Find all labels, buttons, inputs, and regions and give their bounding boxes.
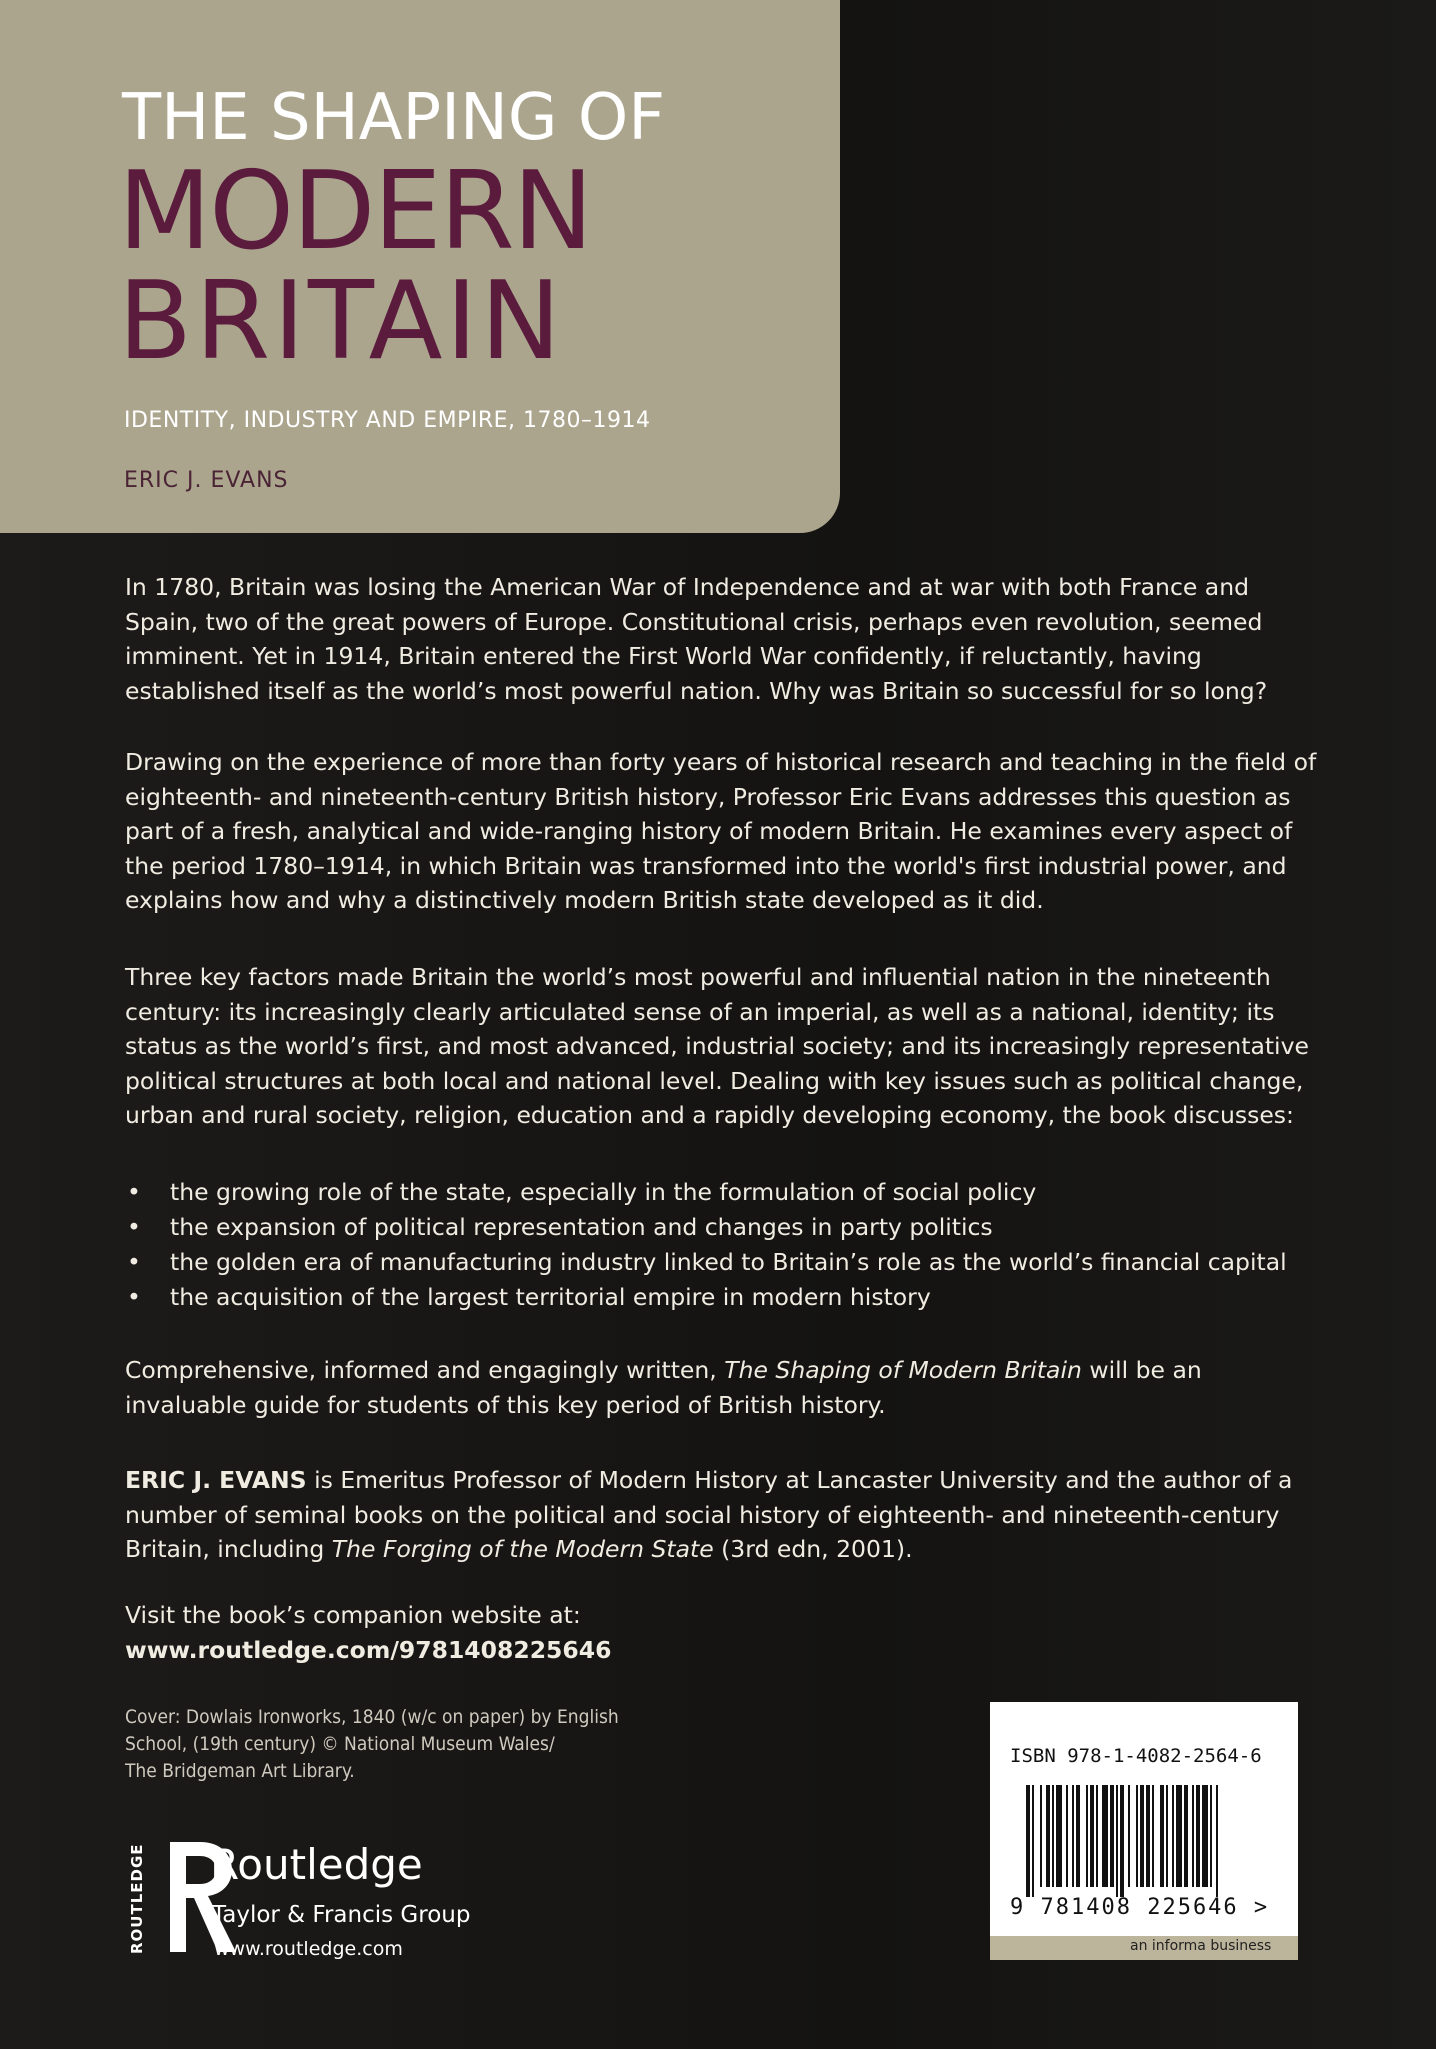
publisher-url[interactable]: www.routledge.com: [214, 1938, 403, 1960]
companion-website: [125, 1598, 1325, 1667]
barcode-digits: 9 781408 225646 >: [1010, 1895, 1270, 1920]
p4-text-b: will be an invaluable guide for students of this key period of British history.: [125, 1356, 1202, 1419]
cover-credit: [125, 1704, 765, 1785]
blurb-paragraph-1: In 1780, Britain was losing the American War of Independence and at war with both France and Spain, two of the great powers of Europe. Constitutional crisis, perhaps even revolution, seemed imminent. Yet in 1914, Britain entered the First World War confidently, if reluctantly, having established itself as the world’s most powerful nation. Why was Britain so successful for so long?: [125, 573, 1268, 705]
barcode-icon: [1008, 1785, 1278, 1897]
author-bio: [125, 1463, 1325, 1567]
author-name: ERIC J. EVANS: [124, 468, 289, 493]
bullet-text: the expansion of political representation and changes in party politics: [170, 1213, 993, 1241]
title-line-3: BRITAIN: [118, 259, 565, 384]
informa-label: an informa business: [1130, 1938, 1272, 1954]
companion-url-link[interactable]: www.routledge.com/9781408225646: [125, 1635, 612, 1664]
publisher-vertical-text: ROUTLEDGE: [128, 1843, 146, 1954]
bullet-icon: •: [127, 1178, 141, 1206]
isbn-label: ISBN 978-1-4082-2564-6: [1010, 1745, 1262, 1767]
credit-line-1: Cover: Dowlais Ironworks, 1840 (w/c on paper) by English: [125, 1706, 619, 1728]
publisher-name: Routledge: [210, 1840, 423, 1889]
other-book-title: The Forging of the Modern State: [331, 1535, 714, 1563]
list-item: [125, 1175, 1325, 1210]
blurb-paragraph-2: Drawing on the experience of more than forty years of historical research and teaching in the field of eighteenth- and nineteenth-century British history, Professor Eric Evans addresses this question as part of a fresh, analytical and wide-ranging history of modern Britain. He examines every aspect of the period 1780–1914, in which Britain was transformed into the world's first industrial power, and explains how and why a distinctively modern British state developed as it did.: [125, 748, 1317, 914]
list-item: [125, 1280, 1325, 1315]
blurb-paragraph-4: [125, 1353, 1325, 1422]
author-bio-name: ERIC J. EVANS: [125, 1466, 307, 1494]
p4-text-a: Comprehensive, informed and engagingly written,: [125, 1356, 725, 1384]
title-line-1: THE SHAPING OF: [122, 81, 665, 155]
title-line-2: MODERN: [118, 149, 592, 274]
bullet-icon: •: [127, 1248, 141, 1276]
blurb-paragraph-3: Three key factors made Britain the world’s most powerful and influential nation in the nineteenth century: its increasingly clearly articulated sense of an imperial, as well as a national, identity; its status as the world’s first, and most advanced, industrial society; and its increasingly representative political structures at both local and national level. Dealing with key issues such as political change, urban and rural society, religion, education and a rapidly developing economy, the book discusses:: [125, 963, 1309, 1129]
publisher-group: Taylor & Francis Group: [212, 1902, 471, 1928]
bullet-icon: •: [127, 1283, 141, 1311]
bullet-text: the acquisition of the largest territorial empire in modern history: [170, 1283, 931, 1311]
subtitle: IDENTITY, INDUSTRY AND EMPIRE, 1780–1914: [124, 408, 651, 433]
companion-intro: Visit the book’s companion website at:: [125, 1601, 581, 1629]
book-title-italic: The Shaping of Modern Britain: [724, 1356, 1082, 1384]
list-item: [125, 1245, 1325, 1280]
bio-text-b: (3rd edn, 2001).: [713, 1535, 913, 1563]
title-panel: [0, 0, 840, 533]
bullet-icon: •: [127, 1213, 141, 1241]
bullet-text: the growing role of the state, especially in the formulation of social policy: [170, 1178, 1037, 1206]
list-item: [125, 1210, 1325, 1245]
bullet-list: [125, 1175, 1325, 1315]
bullet-text: the golden era of manufacturing industry linked to Britain’s role as the world’s financial capital: [170, 1248, 1287, 1276]
bio-text-a: is Emeritus Professor of Modern History at Lancaster University and the author of a number of seminal books on the political and social history of eighteenth- and nineteenth-century Britain, including: [125, 1466, 1293, 1563]
credit-line-3: The Bridgeman Art Library.: [125, 1760, 355, 1782]
credit-line-2: School, (19th century) © National Museum Wales/: [125, 1733, 555, 1755]
